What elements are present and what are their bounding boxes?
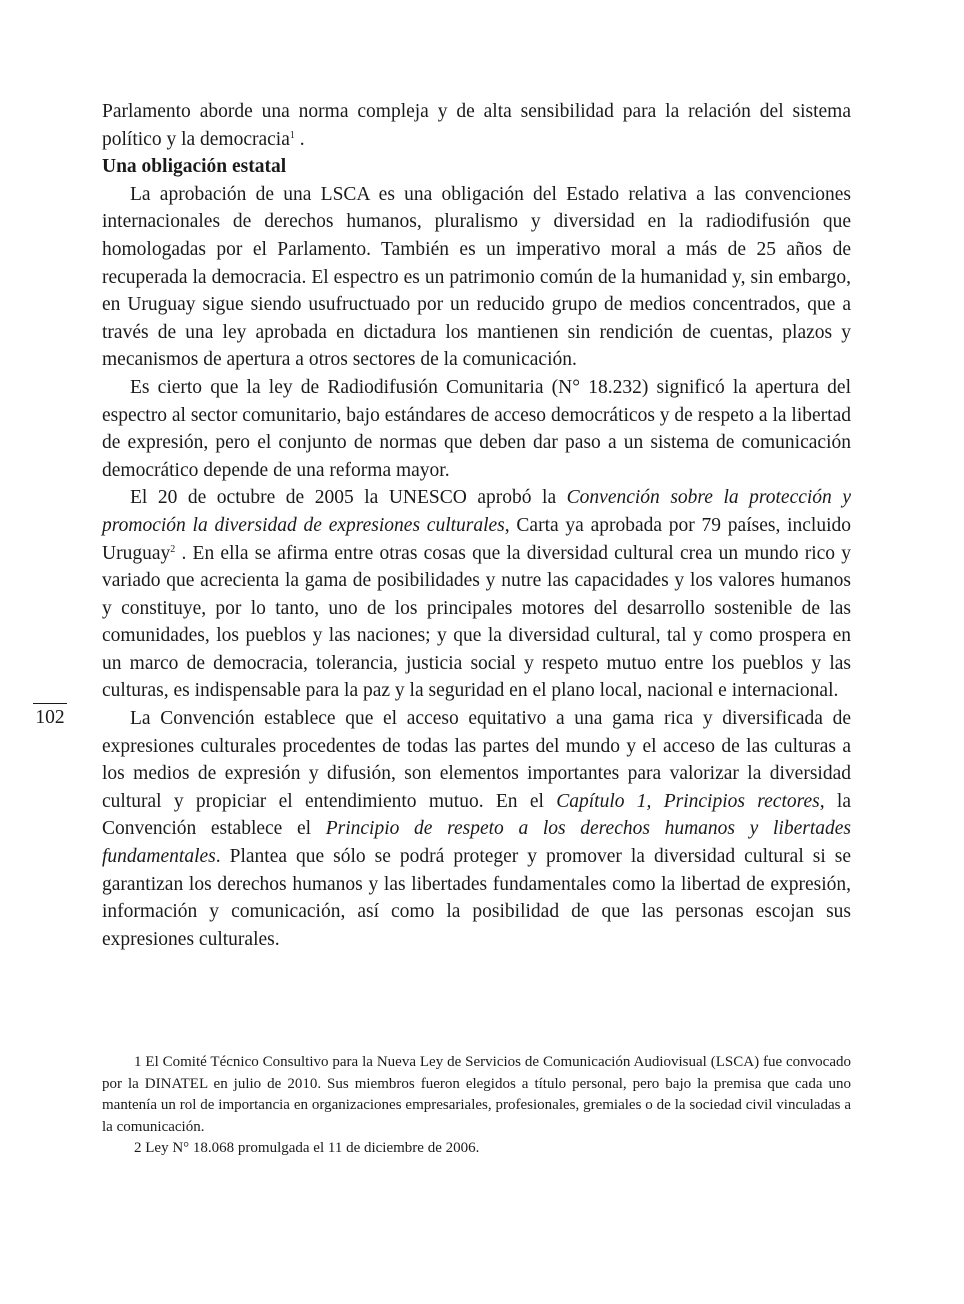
lead-paragraph [102,98,851,153]
paragraph-3-part-c: . En ella se afirma entre otras cosas que la diversidad cultural crea un mundo rico y variado que acrecienta la gama de posibilidades y nutre las capacidades y los valores humanos y constituye, por lo tanto, uno de los principales motores del desarrollo sostenible de las comunidades, los pueblos y las naciones; y que la diversidad cultural, tal y como prospera en un marco de democracia, tolerancia, justicia social y respeto mutuo entre los pueblos y las culturas, es indispensable para la paz y la seguridad en el plano local, nacional e internacional. [102,542,851,702]
paragraph-1: La aprobación de una LSCA es una obligación del Estado relativa a las convenciones internacionales de derechos humanos, pluralismo y diversidad en la radiodifusión que homologadas por el Parlamento. También es un imperativo moral a más de 25 años de recuperada la democracia. El espectro es un patrimonio común de la humanidad y, sin embargo, en Uruguay sigue siendo usufructuado por un reducido grupo de medios concentrados, que a través de una ley aprobada en dictadura los mantienen sin rendición de cuentas, plazos y mecanismos de apertura a otros sectores de la comunicación. [102,183,851,371]
footnote-1: 1 El Comité Técnico Consultivo para la Nueva Ley de Servicios de Comunicación Audiovisual (LSCA) fue convocado por la DINATEL en julio de 2010. Sus miembros fueron elegidos a título personal, pero bajo la premisa que cada uno mantenía un rol de importancia en organizaciones empresariales, profesionales, gremiales o de la sociedad civil vinculadas a la comunicación. [102,1054,851,1135]
paragraph-3-part-a: El 20 de octubre de 2005 la UNESCO aprobó la [130,487,567,509]
principle-title-italic: Principio de respeto a los derechos humanos y libertades fundamentales [102,818,851,868]
body-text [102,98,851,953]
paragraph-4-part-a: La Convención establece que el acceso equitativo a una gama rica y diversificada de expresiones culturales procedentes de todas las partes del mundo y el acceso de las culturas a los medios de expresión y difusión, son elementos importantes para valorizar la diversidad cultural y propiciar el entendimiento mutuo. En el [102,708,851,812]
section-heading: Una obligación estatal [102,156,287,178]
paragraph-3-part-b: , Carta ya aprobada por 79 países, incluido Uruguay [102,514,851,564]
lead-paragraph-end: . [294,128,305,150]
paragraph-4-part-c: . Plantea que sólo se podrá proteger y promover la diversidad cultural si se garantizan los derechos humanos y las libertades fundamentales como la libertad de expresión, información y comunicación, así como la posibilidad de que las personas escojan sus expresiones culturales. [102,846,851,950]
paragraph-4 [102,705,851,953]
footnote-ref-1[interactable]: 1 [289,129,295,141]
paragraph-2: Es cierto que la ley de Radiodifusión Comunitaria (N° 18.232) significó la apertura del espectro al sector comunitario, bajo estándares de acceso democráticos y de respeto a la libertad de expresión, pero el conjunto de normas que deben dar paso a un sistema de comunicación democrático depende de una reforma mayor. [102,376,851,481]
footnote-2: 2 Ley N° 18.068 promulgada el 11 de diciembre de 2006. [134,1140,480,1156]
paragraph-4-part-b: la Convención establece el [102,790,852,840]
lead-paragraph-text: Parlamento aborde una norma compleja y de alta sensibilidad para la relación del sistema político y la democracia [102,101,851,150]
footnotes [102,1052,851,1160]
page-number: 102 [35,707,65,728]
page-number-rule [33,703,67,704]
convention-title-italic: Convención sobre la protección y promoción la diversidad de expresiones culturales [102,487,851,536]
footnote-ref-2[interactable]: 2 [170,543,176,555]
paragraph-3 [102,484,851,705]
chapter-title-italic: Capítulo 1, Principios rectores, [556,790,825,812]
